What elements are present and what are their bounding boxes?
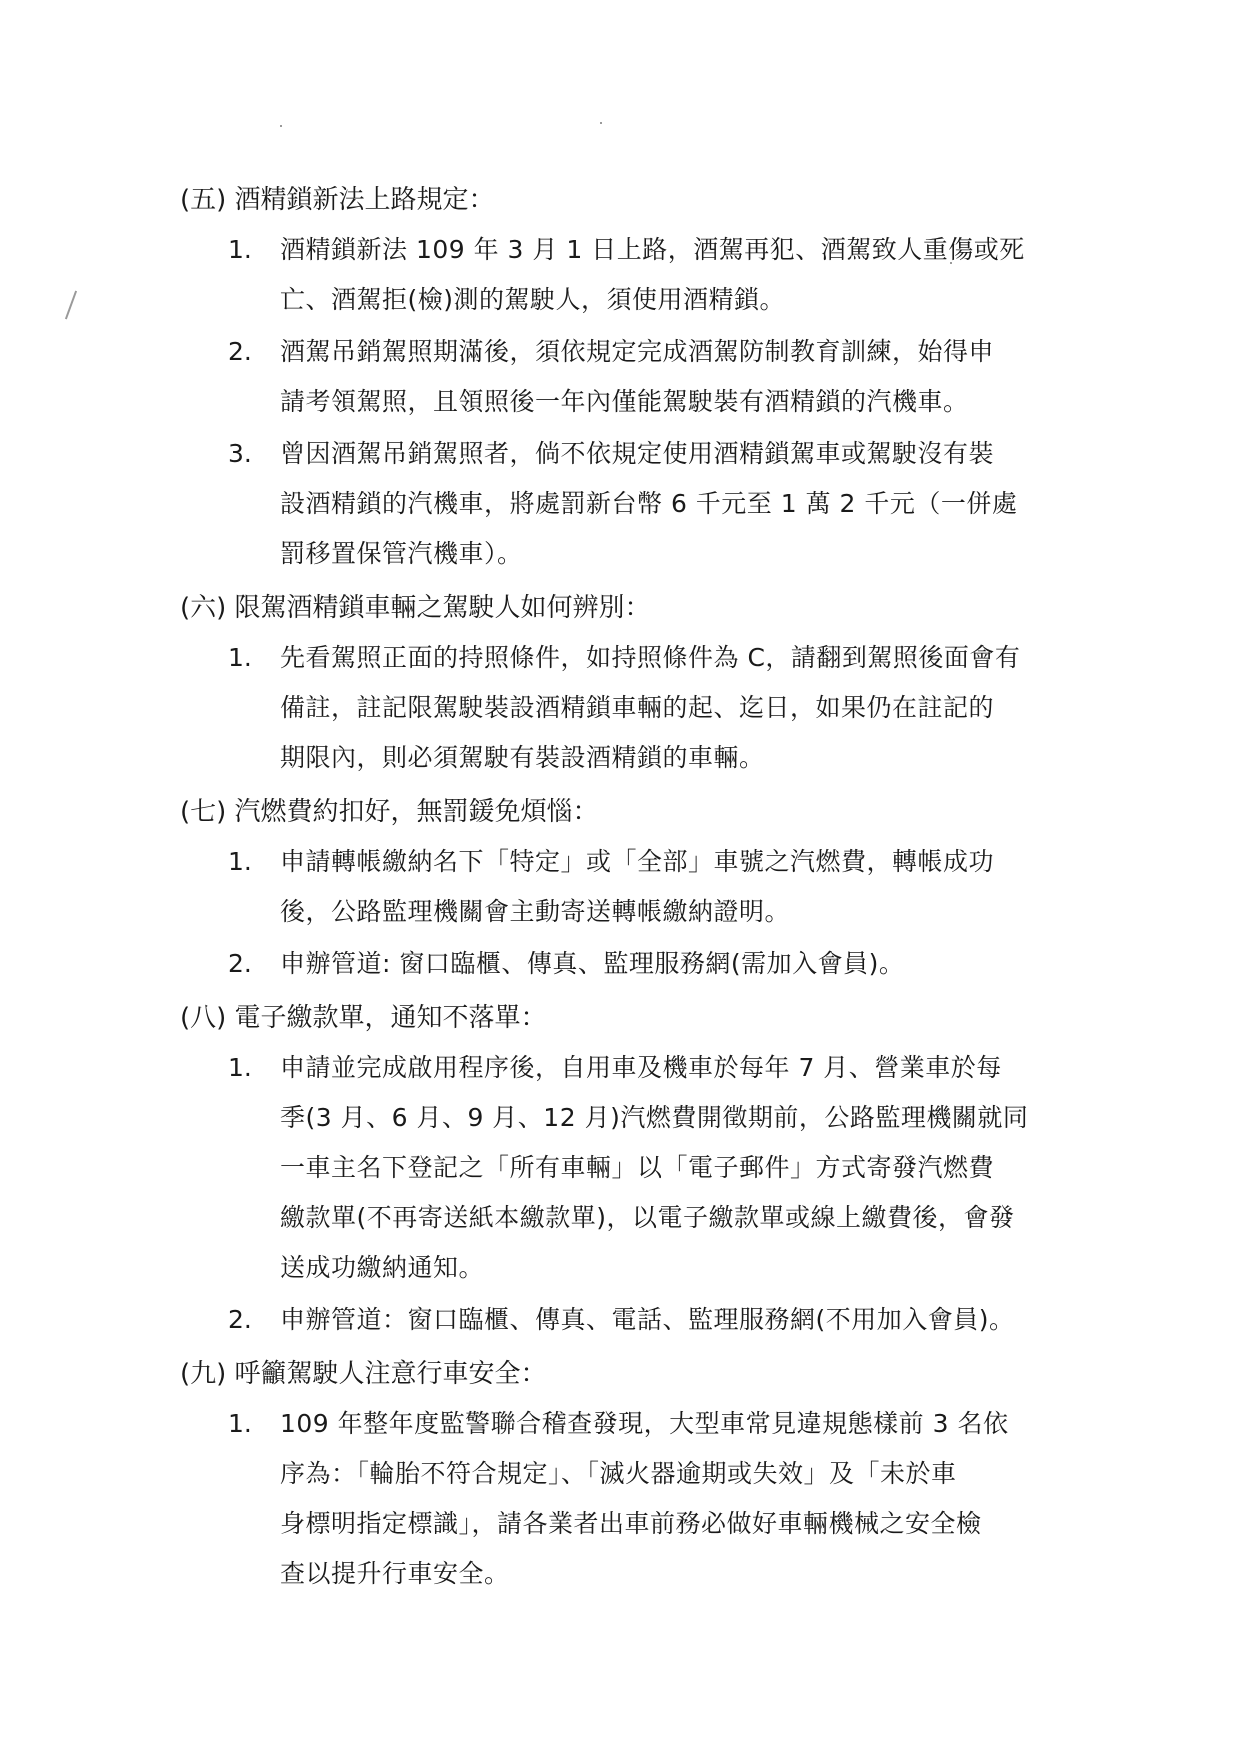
- list-item: [228, 837, 1100, 937]
- text-line: 請考領駕照，且領照後一年內僅能駕駛裝有酒精鎖的汽機車。: [280, 387, 969, 416]
- section: [180, 787, 1100, 989]
- document-body: [180, 175, 1100, 1603]
- list-item: [228, 225, 1100, 325]
- text-line: 期限內，則必須駕駛有裝設酒精鎖的車輛。: [280, 743, 765, 772]
- list-item: [228, 1295, 1100, 1345]
- list-item-number: 3.: [228, 439, 252, 468]
- text-line: 送成功繳納通知。: [280, 1253, 485, 1282]
- scan-speck: [600, 122, 602, 124]
- text-line: 備註，註記限駕駛裝設酒精鎖車輛的起、迄日，如果仍在註記的: [280, 693, 995, 722]
- text-line: 酒駕吊銷駕照期滿後，須依規定完成酒駕防制教育訓練，始得申: [280, 337, 995, 366]
- scan-speck: [280, 125, 282, 127]
- list-item-number: 1.: [228, 643, 252, 672]
- list-item: [228, 1043, 1100, 1293]
- text-line: 酒精鎖新法 109 年 3 月 1 日上路，酒駕再犯、酒駕致人重傷或死: [280, 235, 1025, 264]
- list-item-number: 1.: [228, 847, 252, 876]
- list-item-number: 1.: [228, 235, 252, 264]
- list-item-text: [280, 429, 1100, 579]
- section: [180, 1349, 1100, 1599]
- list-item-text: [280, 327, 1100, 427]
- text-line: 申辦管道: 窗口臨櫃、傳真、監理服務網(需加入會員)。: [280, 949, 905, 978]
- text-line: 季(3 月、6 月、9 月、12 月)汽燃費開徵期前，公路監理機關就同: [280, 1103, 1029, 1132]
- list-item: [228, 939, 1100, 989]
- list-item: [228, 327, 1100, 427]
- list-item-text: [280, 939, 1100, 989]
- list-item-text: [280, 1399, 1100, 1599]
- list-item-number: 2.: [228, 1305, 252, 1334]
- section: [180, 993, 1100, 1345]
- list-item-text: [280, 837, 1100, 937]
- list-item-text: [280, 1043, 1100, 1293]
- text-line: 申請並完成啟用程序後，自用車及機車於每年 7 月、營業車於每: [280, 1053, 1002, 1082]
- list-item-number: 2.: [228, 949, 252, 978]
- list-item-text: [280, 1295, 1100, 1345]
- text-line: 設酒精鎖的汽機車，將處罰新台幣 6 千元至 1 萬 2 千元（一併處: [280, 489, 1018, 518]
- text-line: 109 年整年度監警聯合稽查發現，大型車常見違規態樣前 3 名依: [280, 1409, 1009, 1438]
- section: [180, 175, 1100, 579]
- list-item-number: 1.: [228, 1409, 252, 1438]
- section: [180, 583, 1100, 783]
- section-heading: (九) 呼籲駕駛人注意行車安全：: [180, 1359, 547, 1389]
- section-heading: (八) 電子繳款單，通知不落單：: [180, 1003, 547, 1033]
- scan-speck: [65, 291, 77, 320]
- list-item-number: 1.: [228, 1053, 252, 1082]
- text-line: 序為：「輪胎不符合規定」、「滅火器逾期或失效」及「未於車: [280, 1459, 957, 1488]
- list-item: [228, 429, 1100, 579]
- text-line: 身標明指定標識」，請各業者出車前務必做好車輛機械之安全檢: [280, 1509, 982, 1538]
- text-line: 先看駕照正面的持照條件，如持照條件為 C，請翻到駕照後面會有: [280, 643, 1021, 672]
- list-item-number: 2.: [228, 337, 252, 366]
- section-heading: (五) 酒精鎖新法上路規定：: [180, 185, 495, 215]
- text-line: 申請轉帳繳納名下「特定」或「全部」車號之汽燃費，轉帳成功: [280, 847, 995, 876]
- text-line: 亡、酒駕拒(檢)測的駕駛人，須使用酒精鎖。: [280, 285, 786, 314]
- list-item-text: [280, 633, 1100, 783]
- section-heading: (七) 汽燃費約扣好，無罰鍰免煩惱：: [180, 797, 599, 827]
- list-item: [228, 1399, 1100, 1599]
- list-item: [228, 633, 1100, 783]
- text-line: 罰移置保管汽機車）。: [280, 539, 523, 568]
- section-heading: (六) 限駕酒精鎖車輛之駕駛人如何辨別：: [180, 593, 651, 623]
- text-line: 申辦管道：窗口臨櫃、傳真、電話、監理服務網(不用加入會員)。: [280, 1305, 1015, 1334]
- text-line: 一車主名下登記之「所有車輛」以「電子郵件」方式寄發汽燃費: [280, 1153, 995, 1182]
- list-item-text: [280, 225, 1100, 325]
- text-line: 後，公路監理機關會主動寄送轉帳繳納證明。: [280, 897, 791, 926]
- text-line: 繳款單(不再寄送紙本繳款單)，以電子繳款單或線上繳費後，會發: [280, 1203, 1015, 1232]
- text-line: 曾因酒駕吊銷駕照者，倘不依規定使用酒精鎖駕車或駕駛沒有裝: [280, 439, 995, 468]
- text-line: 查以提升行車安全。: [280, 1559, 510, 1588]
